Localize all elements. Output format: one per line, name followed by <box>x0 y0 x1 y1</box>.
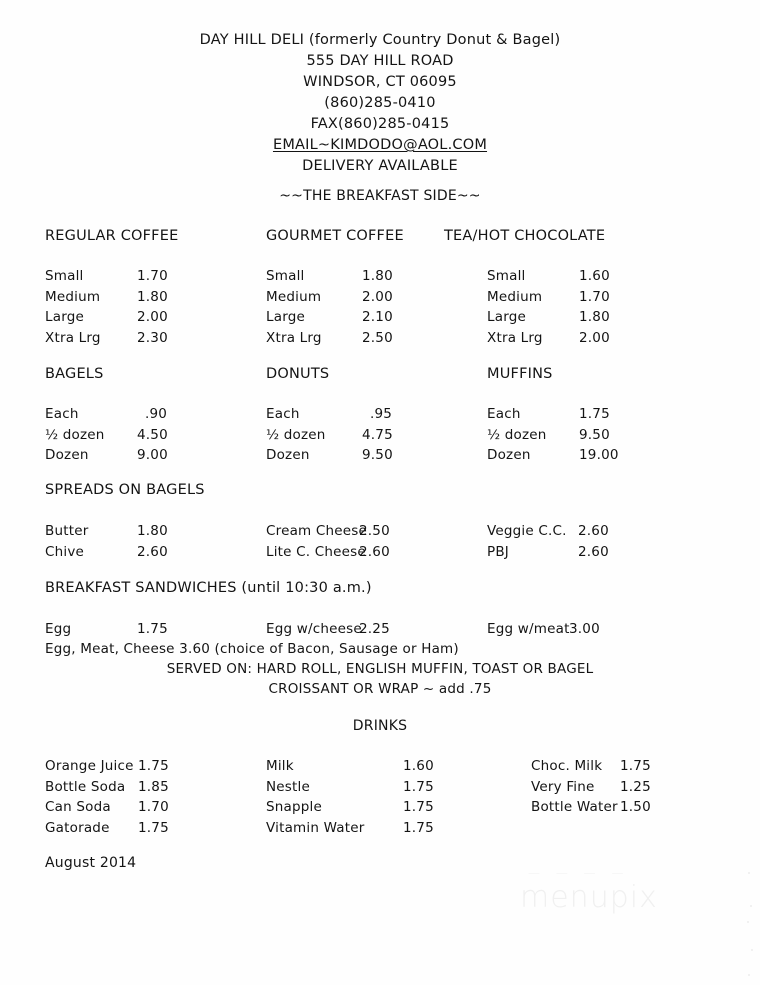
item-name: Small <box>45 268 84 284</box>
delivery-notice: DELIVERY AVAILABLE <box>302 158 458 174</box>
item-price: 4.75 <box>362 426 393 443</box>
price-row <box>45 266 168 287</box>
price-row <box>266 404 393 425</box>
item-name: Egg w/cheese <box>266 621 362 637</box>
item-name: Chive <box>45 543 85 560</box>
item-name: Dozen <box>45 447 89 463</box>
item-name: Each <box>266 406 300 422</box>
price-row <box>266 542 390 563</box>
item-price: 19.00 <box>579 447 619 463</box>
item-price: 2.10 <box>362 309 393 325</box>
heading-gourmet-coffee: GOURMET COFFEE <box>266 228 404 244</box>
price-row-egg-meat <box>487 619 600 640</box>
price-row <box>531 756 651 777</box>
item-price: 1.50 <box>620 799 651 815</box>
item-name: Small <box>266 268 305 284</box>
price-list-regular-coffee <box>45 266 168 348</box>
price-list-drinks-col3 <box>531 756 651 818</box>
item-price: 1.70 <box>138 799 169 815</box>
item-name: Orange Juice <box>45 758 134 774</box>
item-price: 1.60 <box>403 758 434 774</box>
breakfast-side-banner: ~~THE BREAKFAST SIDE~~ <box>279 188 481 204</box>
price-row <box>266 287 393 308</box>
scan-speck <box>747 921 749 923</box>
item-name: Butter <box>45 523 89 539</box>
fax-number: FAX(860)285-0415 <box>310 116 450 132</box>
price-list-gourmet-coffee <box>266 266 393 348</box>
heading-breakfast-sandwiches: BREAKFAST SANDWICHES (until 10:30 a.m.) <box>45 580 372 596</box>
item-price: 9.50 <box>579 426 610 443</box>
item-price: 1.75 <box>403 819 434 836</box>
price-row <box>45 619 168 640</box>
item-price: .90 <box>145 406 168 422</box>
price-row <box>45 818 169 839</box>
item-price: 2.00 <box>137 309 168 325</box>
street-address: 555 DAY HILL ROAD <box>306 53 454 69</box>
item-name: Very Fine <box>531 778 595 795</box>
item-name: Choc. Milk <box>531 758 603 774</box>
price-row <box>266 307 393 328</box>
item-price: 1.80 <box>137 288 168 305</box>
item-price: 1.75 <box>579 406 610 422</box>
scan-speck <box>748 974 750 976</box>
price-row <box>45 521 168 542</box>
price-row <box>531 777 651 798</box>
item-name: Small <box>487 268 526 284</box>
item-price: 1.75 <box>403 778 434 795</box>
scan-speck <box>751 949 753 951</box>
item-name: Bottle Water <box>531 799 618 815</box>
item-price: 1.75 <box>138 819 169 836</box>
item-price: 2.60 <box>578 523 609 539</box>
item-price: 1.70 <box>137 268 168 284</box>
price-list-drinks-col1 <box>45 756 169 838</box>
menupix-watermark: menupix <box>520 880 658 915</box>
item-name: Cream Cheese <box>266 523 368 539</box>
item-name: ½ dozen <box>487 426 547 443</box>
egg-meat-cheese-combo: Egg, Meat, Cheese 3.60 (choice of Bacon, Sausage or Ham) <box>45 641 459 657</box>
price-row <box>487 266 610 287</box>
price-list-spreads-col3 <box>487 521 609 562</box>
item-name: ½ dozen <box>266 426 326 443</box>
item-name: Egg w/meat <box>487 621 570 637</box>
item-name: Xtra Lrg <box>266 329 322 346</box>
item-price: 2.50 <box>359 523 390 539</box>
item-price: 1.75 <box>138 758 169 774</box>
price-row <box>266 777 434 798</box>
item-price: 3.00 <box>569 621 600 637</box>
item-price: 1.85 <box>138 778 169 795</box>
scan-speck <box>750 905 752 907</box>
item-price: 2.25 <box>359 621 390 637</box>
price-row <box>45 287 168 308</box>
item-name: Dozen <box>266 447 310 463</box>
price-row <box>487 307 610 328</box>
item-name: Large <box>266 309 305 325</box>
heading-donuts: DONUTS <box>266 366 330 382</box>
restaurant-header <box>0 30 760 177</box>
item-name: Medium <box>487 288 543 305</box>
price-row <box>45 542 168 563</box>
price-row <box>266 756 434 777</box>
price-row <box>266 818 434 839</box>
item-name: PBJ <box>487 543 509 560</box>
item-price: 1.80 <box>579 309 610 325</box>
price-row <box>531 797 651 818</box>
price-row <box>45 445 168 466</box>
item-price: 2.50 <box>362 329 393 346</box>
item-price: 4.50 <box>137 426 168 443</box>
item-name: Each <box>45 406 79 422</box>
item-price: 9.50 <box>362 447 393 463</box>
price-row <box>45 797 169 818</box>
item-name: Can Soda <box>45 799 111 815</box>
item-name: Xtra Lrg <box>487 329 543 346</box>
item-price: 1.75 <box>137 621 168 637</box>
price-row <box>266 521 390 542</box>
price-row <box>487 404 619 425</box>
item-name: Each <box>487 406 521 422</box>
item-name: ½ dozen <box>45 426 105 443</box>
price-list-bagels <box>45 404 168 466</box>
item-price: 2.30 <box>137 329 168 346</box>
price-row <box>487 542 609 563</box>
price-row <box>266 797 434 818</box>
item-name: Dozen <box>487 447 531 463</box>
item-name: Egg <box>45 621 72 637</box>
item-price: 2.00 <box>362 288 393 305</box>
heading-bagels: BAGELS <box>45 366 104 382</box>
price-row <box>487 425 619 446</box>
item-name: Medium <box>45 288 101 305</box>
price-row <box>487 287 610 308</box>
price-row <box>45 404 168 425</box>
price-row-egg <box>45 619 168 640</box>
price-row <box>45 307 168 328</box>
item-name: Lite C. Cheese <box>266 543 366 560</box>
price-row <box>487 328 610 349</box>
watermark-dashes: — — — — <box>528 866 630 880</box>
item-name: Large <box>487 309 526 325</box>
price-list-spreads-col2 <box>266 521 390 562</box>
item-price: 2.60 <box>359 543 390 560</box>
price-list-donuts <box>266 404 393 466</box>
item-price: 1.70 <box>579 288 610 305</box>
item-price: 2.60 <box>578 543 609 560</box>
price-row <box>266 328 393 349</box>
price-row <box>266 425 393 446</box>
price-row <box>487 521 609 542</box>
email-address: EMAIL~KIMDODO@AOL.COM <box>272 137 488 153</box>
city-state-zip: WINDSOR, CT 06095 <box>303 74 457 90</box>
price-row <box>266 619 390 640</box>
item-price: 2.60 <box>137 543 168 560</box>
served-on-note: SERVED ON: HARD ROLL, ENGLISH MUFFIN, TOAST OR BAGEL <box>166 661 594 677</box>
price-row <box>487 619 600 640</box>
scan-speck <box>748 872 750 874</box>
item-name: Large <box>45 309 84 325</box>
item-price: 2.00 <box>579 329 610 346</box>
item-name: Gatorade <box>45 819 110 836</box>
item-name: Vitamin Water <box>266 819 365 836</box>
item-name: Medium <box>266 288 322 305</box>
price-row <box>45 425 168 446</box>
item-name: Bottle Soda <box>45 778 126 795</box>
item-price: 1.75 <box>403 799 434 815</box>
item-price: 9.00 <box>137 447 168 463</box>
price-row <box>266 445 393 466</box>
item-name: Xtra Lrg <box>45 329 101 346</box>
heading-tea-hot-chocolate: TEA/HOT CHOCOLATE <box>444 228 606 244</box>
price-list-muffins <box>487 404 619 466</box>
heading-muffins: MUFFINS <box>487 366 553 382</box>
item-price: 1.75 <box>620 758 651 774</box>
price-row <box>45 328 168 349</box>
item-price: 1.60 <box>579 268 610 284</box>
price-list-tea-hot-chocolate <box>487 266 610 348</box>
price-row <box>45 777 169 798</box>
price-list-spreads-col1 <box>45 521 168 562</box>
price-row <box>266 266 393 287</box>
item-name: Snapple <box>266 799 322 815</box>
heading-regular-coffee: REGULAR COFFEE <box>45 228 179 244</box>
price-row <box>487 445 619 466</box>
croissant-wrap-upcharge: CROISSANT OR WRAP ~ add .75 <box>268 681 492 697</box>
item-price: .95 <box>370 406 393 422</box>
item-name: Milk <box>266 758 294 774</box>
price-list-drinks-col2 <box>266 756 434 838</box>
heading-drinks: DRINKS <box>352 718 408 734</box>
restaurant-name: DAY HILL DELI (formerly Country Donut & Bagel) <box>199 32 561 48</box>
item-name: Veggie C.C. <box>487 523 567 539</box>
item-price: 1.80 <box>137 523 168 539</box>
heading-spreads-on-bagels: SPREADS ON BAGELS <box>45 482 205 498</box>
item-name: Nestle <box>266 778 310 795</box>
price-row <box>45 756 169 777</box>
item-price: 1.80 <box>362 268 393 284</box>
phone-number: (860)285-0410 <box>324 95 436 111</box>
menu-date: August 2014 <box>45 855 137 871</box>
price-row-egg-cheese <box>266 619 390 640</box>
item-price: 1.25 <box>620 778 651 795</box>
